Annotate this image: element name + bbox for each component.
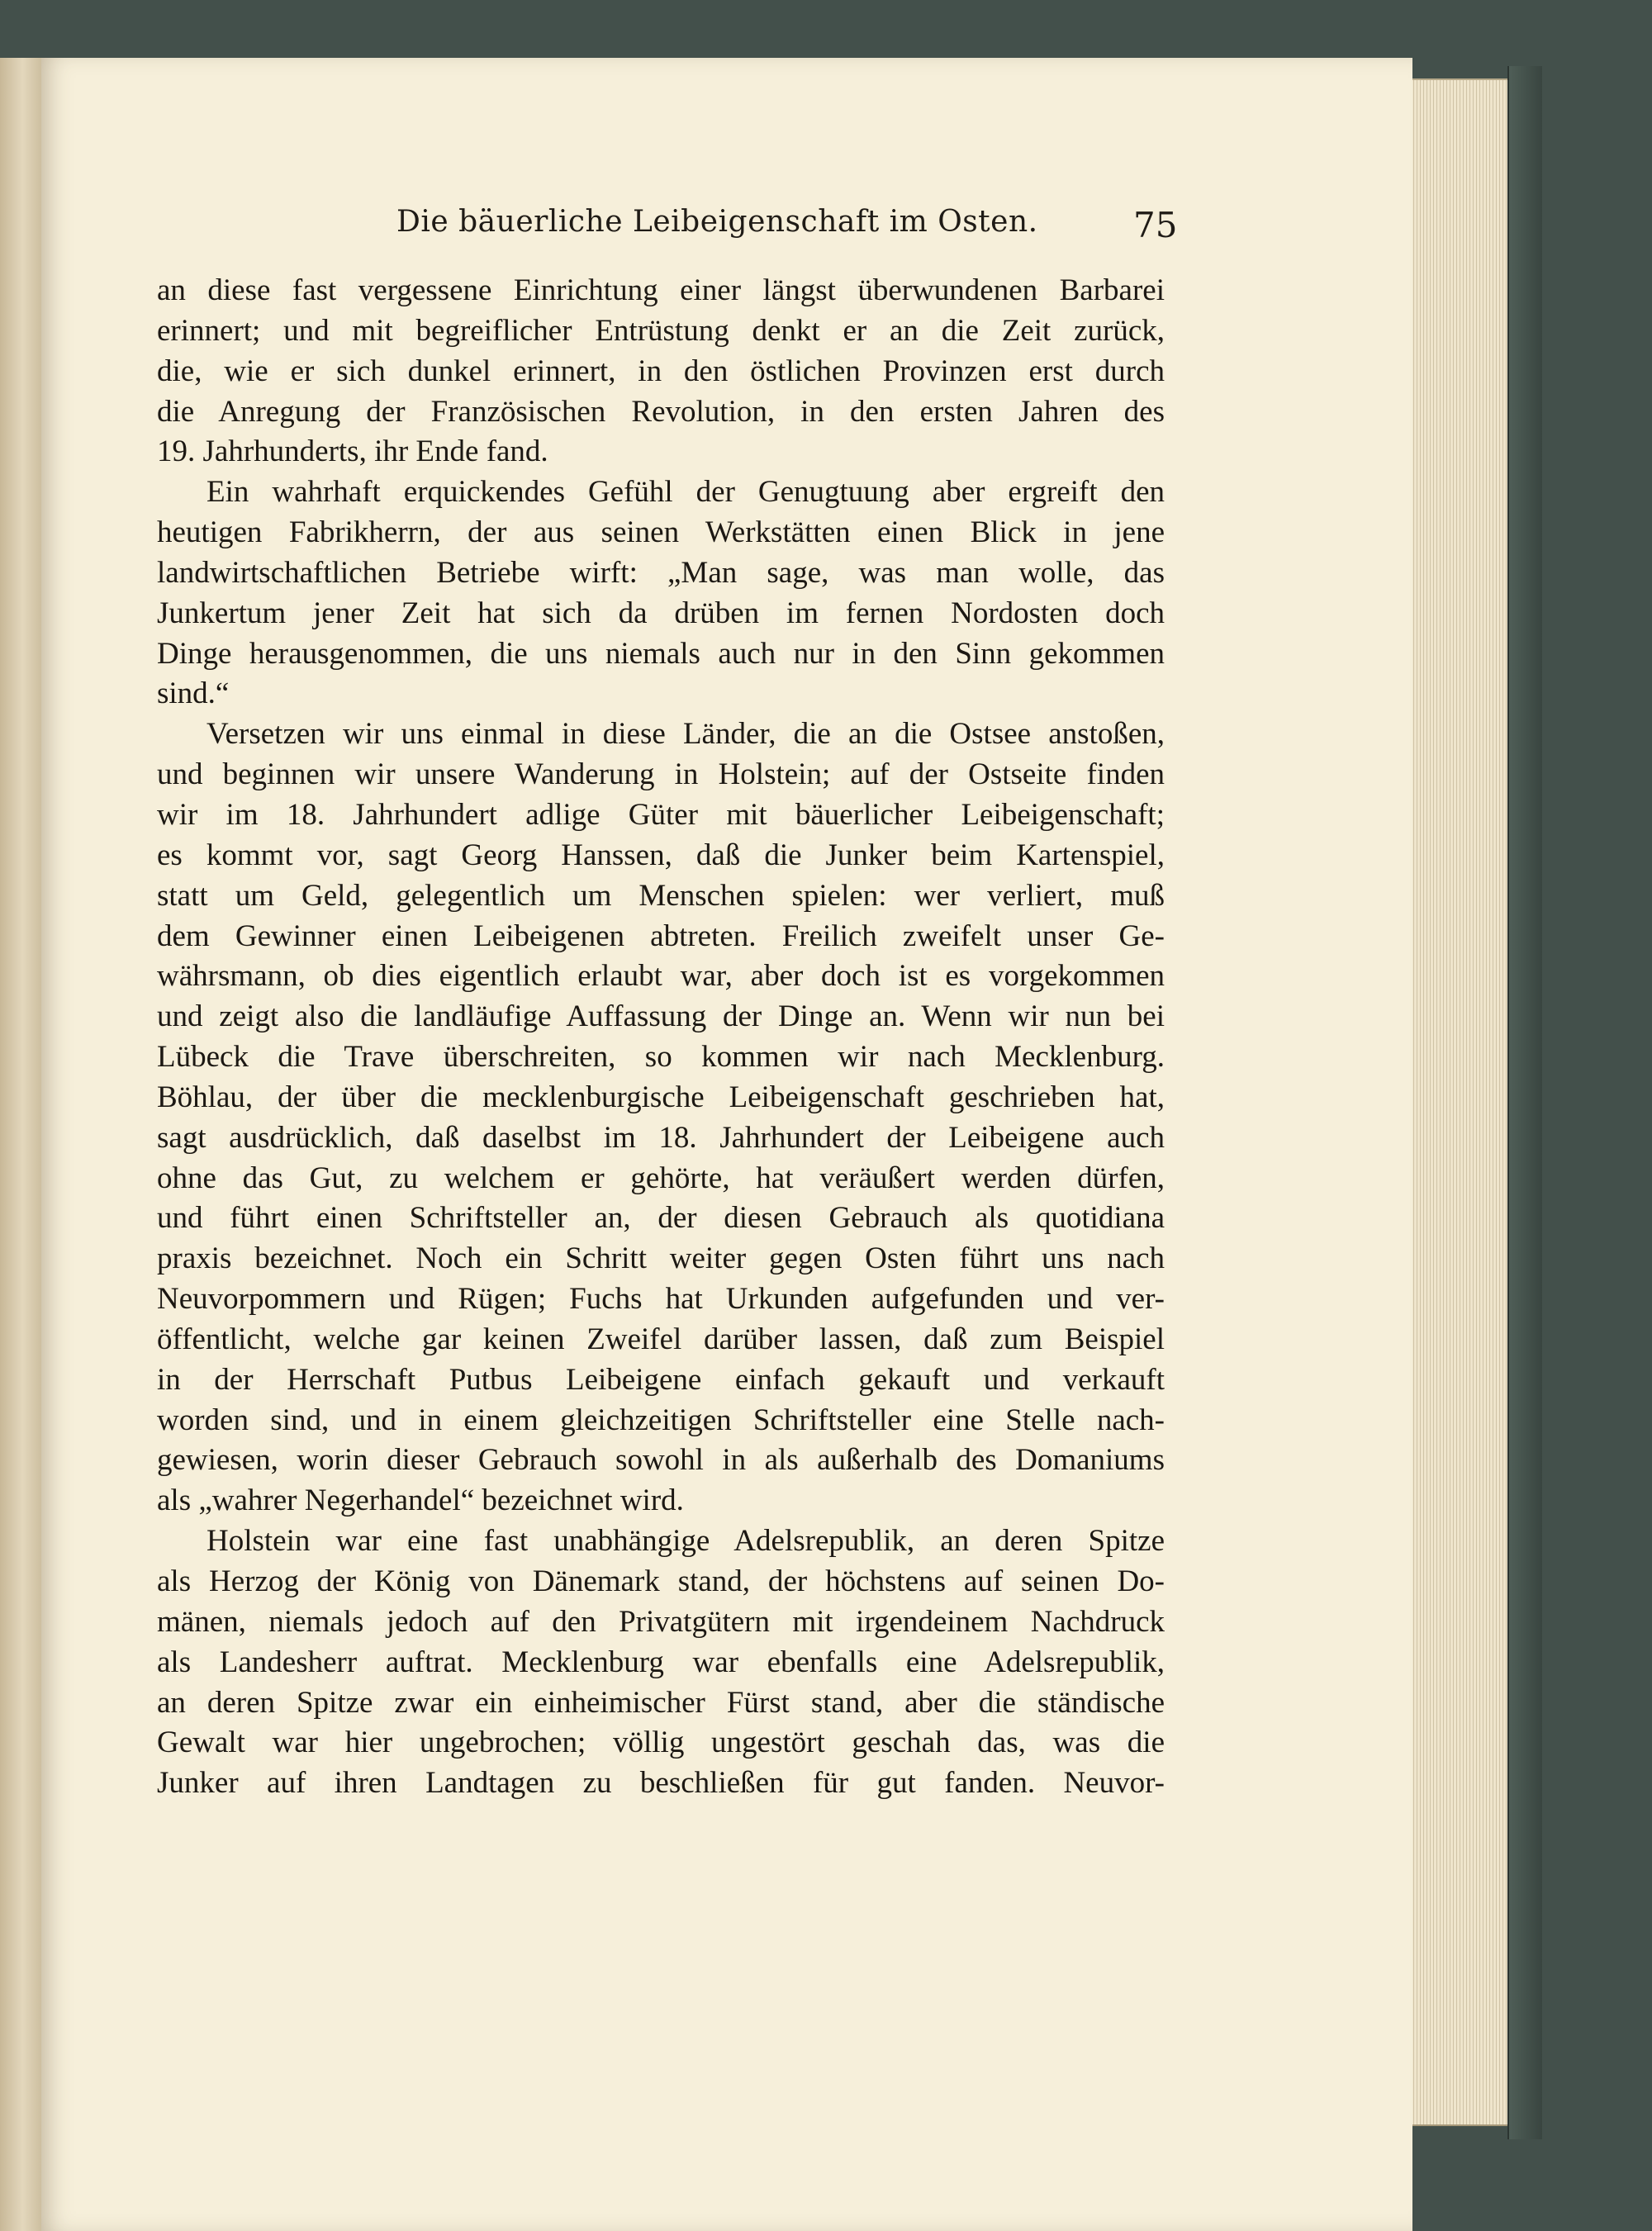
text-line: Junkertum jener Zeit hat sich da drüben im fernen Nordosten doch [157,596,1165,630]
book-cover-edge [1507,66,1542,2139]
page-number: 75 [1133,205,1178,245]
text-line: währsmann, ob dies eigentlich erlaubt war, aber doch ist es vorgekommen [157,959,1165,994]
text-line: Böhlau, der über die mecklenburgische Leibeigenschaft geschrieben hat, [157,1080,1165,1114]
text-line: Holstein war eine fast unabhängige Adelsrepublik, an deren Spitze [206,1524,1165,1559]
text-line: ohne das Gut, zu welchem er gehörte, hat veräußert werden dürfen, [157,1161,1165,1195]
text-line: an diese fast vergessene Einrichtung einer längst überwundenen Barbarei [157,273,1165,307]
text-line: Junker auf ihren Landtagen zu beschließen für gut fanden. Neuvor- [157,1766,1165,1801]
text-line: Neuvorpommern und Rügen; Fuchs hat Urkunden aufgefunden und ver- [157,1282,1165,1317]
text-line: erinnert; und mit begreiflicher Entrüstung denkt er an die Zeit zurück, [157,313,1165,348]
text-line: Ein wahrhaft erquickendes Gefühl der Genugtuung aber ergreift den [206,475,1165,510]
text-line: gewiesen, worin dieser Gebrauch sowohl in als außerhalb des Domaniums [157,1443,1165,1478]
text-line: an deren Spitze zwar ein einheimischer Fürst stand, aber die ständische [157,1685,1165,1720]
text-line: und beginnen wir unsere Wanderung in Holstein; auf der Ostseite finden [157,757,1165,792]
running-head: Die bäuerliche Leibeigenschaft im Osten. [396,205,1038,239]
text-line: es kommt vor, sagt Georg Hanssen, daß die Junker beim Kartenspiel, [157,838,1165,872]
text-line: landwirtschaftlichen Betriebe wirft: „Man sage, was man wolle, das [157,555,1165,590]
text-line: öffentlicht, welche gar keinen Zweifel darüber lassen, daß zum Beispiel [157,1322,1165,1356]
text-line: und zeigt also die landläufige Auffassung der Dinge an. Wenn wir nun bei [157,999,1165,1034]
text-line: praxis bezeichnet. Noch ein Schritt weiter gegen Osten führt uns nach [157,1241,1165,1276]
text-line: mänen, niemals jedoch auf den Privatgütern mit irgendeinem Nachdruck [157,1604,1165,1639]
text-line: wir im 18. Jahrhundert adlige Güter mit bäuerlicher Leibeigenschaft; [157,797,1165,832]
text-line: sagt ausdrücklich, daß daselbst im 18. Jahrhundert der Leibeigene auch [157,1120,1165,1155]
text-line: worden sind, und in einem gleichzeitigen Schriftsteller eine Stelle nach- [157,1403,1165,1437]
body-text [157,271,1165,1804]
text-line: Gewalt war hier ungebrochen; völlig ungestört geschah das, was die [157,1725,1165,1760]
text-line: statt um Geld, gelegentlich um Menschen spielen: wer verliert, muß [157,878,1165,913]
text-line: die, wie er sich dunkel erinnert, in den östlichen Provinzen erst durch [157,354,1165,388]
text-line: als „wahrer Negerhandel“ bezeichnet wird. [157,1483,684,1518]
text-line: 19. Jahrhunderts, ihr Ende fand. [157,434,548,469]
text-line: als Landesherr auftrat. Mecklenburg war ebenfalls eine Adelsrepublik, [157,1645,1165,1679]
text-line: Lübeck die Trave überschreiten, so kommen wir nach Mecklenburg. [157,1040,1165,1075]
text-line: dem Gewinner einen Leibeigenen abtreten. Freilich zweifelt unser Ge- [157,919,1165,953]
text-line: Dinge herausgenommen, die uns niemals auch nur in den Sinn gekommen [157,636,1165,671]
text-line: als Herzog der König von Dänemark stand, der höchstens auf seinen Do- [157,1564,1165,1598]
text-line: in der Herrschaft Putbus Leibeigene einfach gekauft und verkauft [157,1362,1165,1397]
text-line: heutigen Fabrikherrn, der aus seinen Werkstätten einen Blick in jene [157,515,1165,550]
text-line: Versetzen wir uns einmal in diese Länder, die an die Ostsee anstoßen, [206,717,1165,752]
text-line: und führt einen Schriftsteller an, der diesen Gebrauch als quotidiana [157,1201,1165,1236]
facing-page-edge [0,58,43,2231]
text-line: sind.“ [157,676,230,711]
page-block-edge [1404,78,1507,2126]
text-line: die Anregung der Französischen Revolution, in den ersten Jahren des [157,394,1165,429]
